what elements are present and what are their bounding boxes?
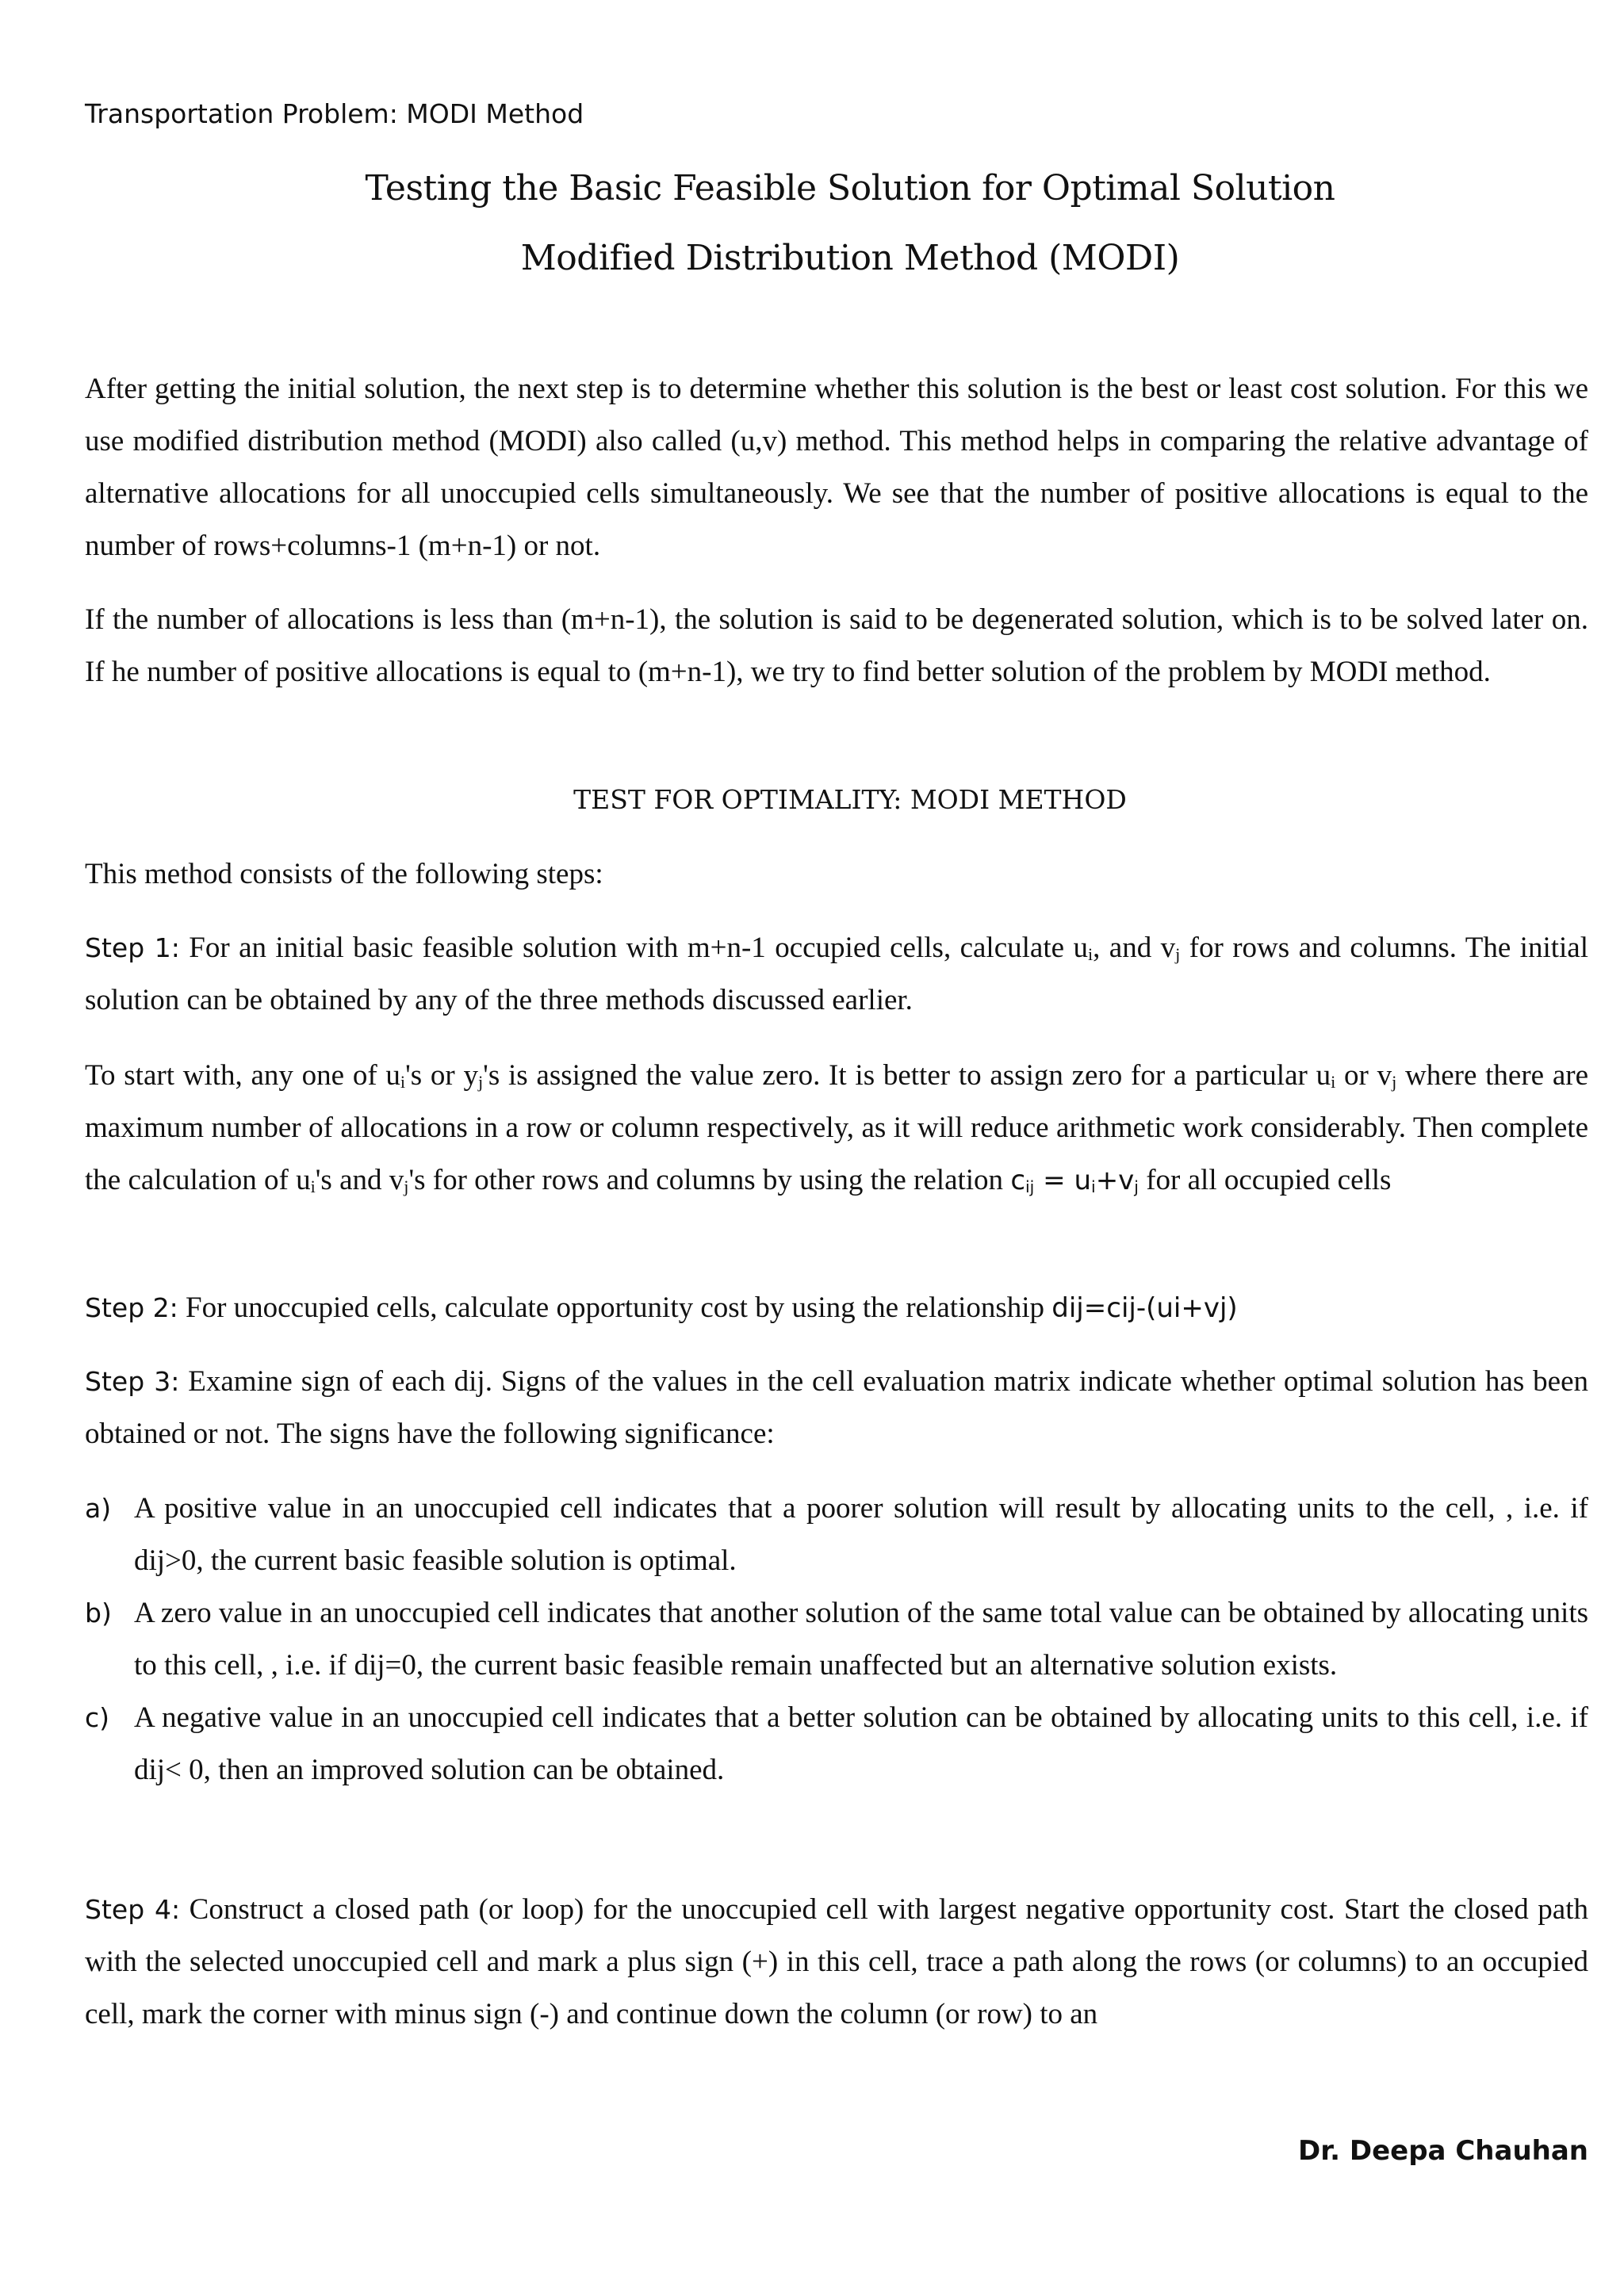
list-item (85, 1587, 1588, 1692)
intro-paragraph: After getting the initial solution, the next step is to determine whether this solution is the best or least cost solution. For this we use modified distribution method (MODI) also called (u,v) method. This method helps in comparing the relative advantage of alternative allocations for all unoccupied cells simultaneously. We see that the number of positive allocations is equal to the number of rows+columns-1 (m+n-1) or not. (85, 373, 1588, 562)
list-item (85, 1692, 1588, 1797)
list-item (85, 1483, 1588, 1587)
list-item-text: A positive value in an unoccupied cell indicates that a poorer solution will result by allocating units to the cell, , i.e. if dij>0, the current basic feasible solution is optimal. (134, 1492, 1588, 1577)
list-marker: b) (85, 1598, 112, 1628)
section-heading: TEST FOR OPTIMALITY: MODI METHOD (573, 784, 1127, 815)
step-1-paragraph: Step 1: For an initial basic feasible solution with m+n-1 occupied cells, calculate $u_i$, and $v_j$ for rows and columns. The initial solution can be obtained by any of the three methods discussed earlier. (85, 932, 1588, 1016)
steps-intro-paragraph: This method consists of the following steps: (85, 858, 603, 890)
degenerate-paragraph: If the number of allocations is less than (m+n-1), the solution is said to be degenerated solution, which is to be solved later on. If he number of positive allocations is equal to (m+n-1), we try to find better solution of the problem by MODI method. (85, 603, 1588, 688)
significance-list (85, 1483, 1588, 1797)
step-3-label: Step 3: (85, 1366, 180, 1397)
author-footer: Dr. Deepa Chauhan (1297, 2135, 1588, 2167)
step-4-label: Step 4: (85, 1894, 181, 1925)
document-title: Testing the Basic Feasible Solution for Optimal Solution (365, 168, 1335, 209)
start-with-paragraph: To start with, any one of $u_i's$ or $y_j's$ is assigned the value zero. It is better to assign zero for a particular $u_i$ or $v_j$ where there are maximum number of allocations in a row or column respectively, as it will reduce arithmetic work considerably. Then complete the calculation of $u_i's$ and $v_j's$ for other rows and columns by using the relation $c_{ij} = u_i+v_j$ for all occupied cells (85, 1059, 1588, 1196)
step-3-paragraph: Step 3: Examine sign of each dij. Signs of the values in the cell evaluation matrix indicate whether optimal solution has been obtained or not. The signs have the following significance: (85, 1365, 1588, 1450)
relation-formula: $c_{ij} = u_i+v_j$ (1010, 1165, 1139, 1196)
step-1-label: Step 1: (85, 932, 180, 963)
document-subtitle: Modified Distribution Method (MODI) (520, 238, 1180, 278)
opportunity-cost-formula: dij=cij-(ui+vj) (1051, 1292, 1238, 1324)
step-2-paragraph: Step 2: For unoccupied cells, calculate opportunity cost by using the relationship dij=cij-(ui+vj) (85, 1292, 1238, 1324)
list-marker: c) (85, 1702, 110, 1733)
step-4-paragraph: Step 4: Construct a closed path (or loop) for the unoccupied cell with largest negative opportunity cost. Start the closed path with the selected unoccupied cell and mark a plus sign (+) in this cell, trace a path along the rows (or columns) to an occupied cell, mark the corner with minus sign (-) and continue down the column (or row) to an (85, 1893, 1588, 2030)
step-2-label: Step 2: (85, 1292, 178, 1323)
running-header: Transportation Problem: MODI Method (85, 98, 584, 129)
list-marker: a) (85, 1493, 112, 1524)
list-item-text: A negative value in an unoccupied cell indicates that a better solution can be obtained by allocating units to this cell, i.e. if dij< 0, then an improved solution can be obtained. (134, 1701, 1588, 1786)
list-item-text: A zero value in an unoccupied cell indicates that another solution of the same total value can be obtained by allocating units to this cell, , i.e. if dij=0, the current basic feasible remain unaffected but an alternative solution exists. (134, 1597, 1588, 1682)
